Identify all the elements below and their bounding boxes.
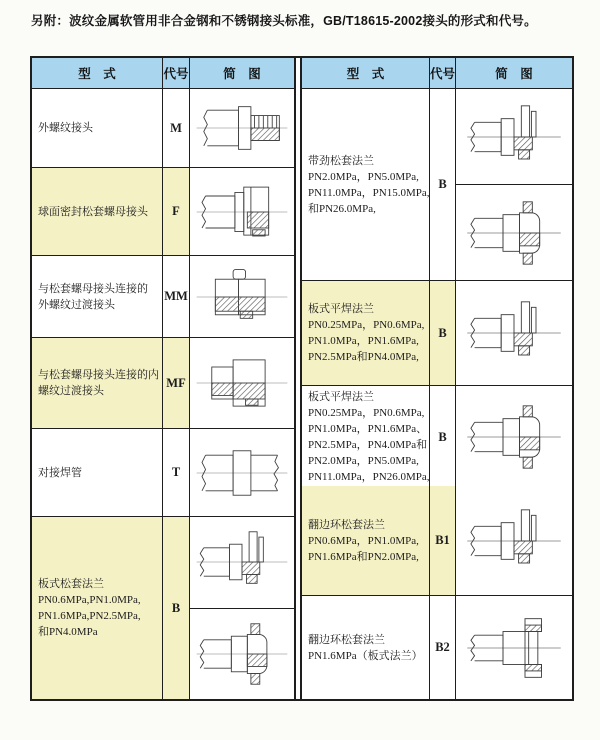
row-code: T <box>163 429 190 516</box>
fitting-diagram-plate-loose-flange <box>456 486 572 595</box>
collar-loose-flange-svg <box>461 200 567 266</box>
plate-loose-flange-svg <box>461 104 567 170</box>
row-label-line: 与松套螺母接头连接的内 <box>38 369 159 381</box>
row-label-line: PN2.5MPa，PN4.0MPa和 <box>308 439 428 451</box>
row-label <box>32 89 163 167</box>
row-label-line: PN2.5MPa和PN4.0MPa, <box>308 351 419 363</box>
row-code: B <box>430 281 456 385</box>
header-code: 代号 <box>163 58 190 88</box>
row-label-line: 球面密封松套螺母接头 <box>38 205 148 218</box>
row-label-line: PN1.6MPa（板式法兰） <box>308 649 423 662</box>
fitting-diagram-plate-loose-flange <box>190 517 294 608</box>
row-label-line: PN2.0MPa，PN5.0MPa, <box>308 455 419 467</box>
row-code: M <box>163 89 190 167</box>
table-header <box>302 58 572 89</box>
row-diagram <box>190 168 294 255</box>
header-diagram: 简 图 <box>223 67 261 81</box>
row-label-line: PN2.0MPa，PN5.0MPa, <box>308 170 419 183</box>
row-label-line: PN0.6MPa,PN1.0MPa, <box>38 594 141 606</box>
plate-loose-flange-svg <box>461 300 567 366</box>
row-diagram <box>456 596 572 699</box>
row-label <box>302 281 430 385</box>
row-label-line: 螺纹过渡接头 <box>38 385 104 397</box>
row-code: MM <box>163 256 190 337</box>
joint-table-right <box>300 58 572 699</box>
male-adapter-fitting-svg <box>193 265 291 329</box>
table-row <box>302 89 572 281</box>
table-row <box>32 256 294 338</box>
row-code: MF <box>163 338 190 428</box>
row-diagram <box>190 429 294 516</box>
row-label <box>32 429 163 516</box>
row-label-line: PN1.0MPa，PN1.6MPa、 <box>308 423 428 435</box>
row-label-line: PN1.0MPa，PN1.6MPa, <box>308 335 419 347</box>
table-header <box>32 58 294 89</box>
fitting-diagram-collar-loose-flange <box>456 184 572 280</box>
row-label-line: 板式平焊法兰 <box>308 303 374 315</box>
row-label-line: 翻边环松套法兰 <box>308 518 385 531</box>
row-label-line: 带劲松套法兰 <box>308 154 374 167</box>
collar-loose-flange-svg <box>461 404 567 470</box>
fitting-diagram-plate-loose-flange <box>456 281 572 385</box>
fitting-diagram-collar-loose-flange <box>190 608 294 700</box>
row-label <box>302 386 430 488</box>
fitting-diagram-nut-fitting <box>190 168 294 255</box>
row-label <box>32 256 163 337</box>
row-diagram <box>190 256 294 337</box>
fitting-diagram-lap-joint-flange <box>456 596 572 699</box>
fitting-diagram-plate-loose-flange <box>456 89 572 184</box>
row-label-line: 外螺纹过渡接头 <box>38 298 115 311</box>
nut-fitting-svg <box>193 180 291 244</box>
row-label-line: 和PN26.0MPa, <box>308 202 376 215</box>
row-label-line: PN1.6MPa,PN2.5MPa, <box>38 610 141 622</box>
plate-loose-flange-svg <box>193 530 291 594</box>
row-label <box>302 486 430 595</box>
row-code: F <box>163 168 190 255</box>
butt-weld-pipe-svg <box>193 441 291 505</box>
row-code: B2 <box>430 596 456 699</box>
row-label <box>302 596 430 699</box>
row-diagram <box>190 517 294 699</box>
row-label-line: 对接焊管 <box>38 466 82 479</box>
row-diagram <box>456 89 572 280</box>
row-diagram <box>456 386 572 488</box>
table-row <box>32 517 294 699</box>
row-diagram <box>190 89 294 167</box>
fitting-diagram-male-adapter-fitting <box>190 256 294 337</box>
female-adapter-fitting-svg <box>193 351 291 415</box>
row-code: B <box>430 89 456 280</box>
row-code: B <box>430 386 456 488</box>
row-diagram <box>190 338 294 428</box>
row-label <box>302 89 430 280</box>
lap-joint-flange-svg <box>461 615 567 681</box>
male-thread-fitting-svg <box>193 96 291 160</box>
header-diagram: 简 图 <box>495 67 533 81</box>
fittings-table <box>30 56 574 701</box>
row-label-line: 和PN4.0MPa <box>38 626 98 638</box>
row-label-line: PN0.6MPa，PN1.0MPa, <box>308 534 419 547</box>
table-row <box>32 429 294 517</box>
fitting-diagram-female-adapter-fitting <box>190 338 294 428</box>
row-diagram <box>456 281 572 385</box>
row-label-line: PN1.6MPa和PN2.0MPa, <box>308 550 419 563</box>
table-row <box>32 168 294 256</box>
header-type: 型 式 <box>302 58 430 88</box>
row-diagram <box>456 486 572 595</box>
table-row <box>302 486 572 596</box>
fitting-diagram-collar-loose-flange <box>456 386 572 488</box>
plate-loose-flange-svg <box>461 508 567 574</box>
row-label <box>32 338 163 428</box>
table-row <box>32 338 294 429</box>
doc-title: 另附：波纹金属软管用非合金钢和不锈钢接头标准，GB/T18615-2002接头的形式和代号。 <box>31 14 537 28</box>
header-code: 代号 <box>430 58 456 88</box>
collar-loose-flange-svg <box>193 622 291 686</box>
table-row <box>302 386 572 486</box>
row-label-line: 板式平焊法兰 <box>308 391 374 403</box>
fitting-diagram-male-thread-fitting <box>190 89 294 167</box>
table-row <box>302 596 572 699</box>
row-label <box>32 517 163 699</box>
row-label <box>32 168 163 255</box>
table-row <box>302 281 572 386</box>
header-type: 型 式 <box>32 58 163 88</box>
joint-table-left <box>32 58 296 699</box>
row-code: B1 <box>430 486 456 595</box>
row-label-line: PN11.0MPa，PN15.0MPa, <box>308 186 430 199</box>
row-label-line: 翻边环松套法兰 <box>308 633 385 646</box>
row-label-line: 板式松套法兰 <box>38 578 104 590</box>
row-label-line: 与松套螺母接头连接的 <box>38 282 148 295</box>
table-row <box>32 89 294 168</box>
row-code: B <box>163 517 190 699</box>
row-label-line: 外螺纹接头 <box>38 122 93 134</box>
row-label-line: PN0.25MPa，PN0.6MPa, <box>308 319 425 331</box>
row-label-line: PN11.0MPa，PN26.0MPa, <box>308 471 430 483</box>
row-label-line: PN0.25MPa，PN0.6MPa, <box>308 407 425 419</box>
fitting-diagram-butt-weld-pipe <box>190 429 294 516</box>
